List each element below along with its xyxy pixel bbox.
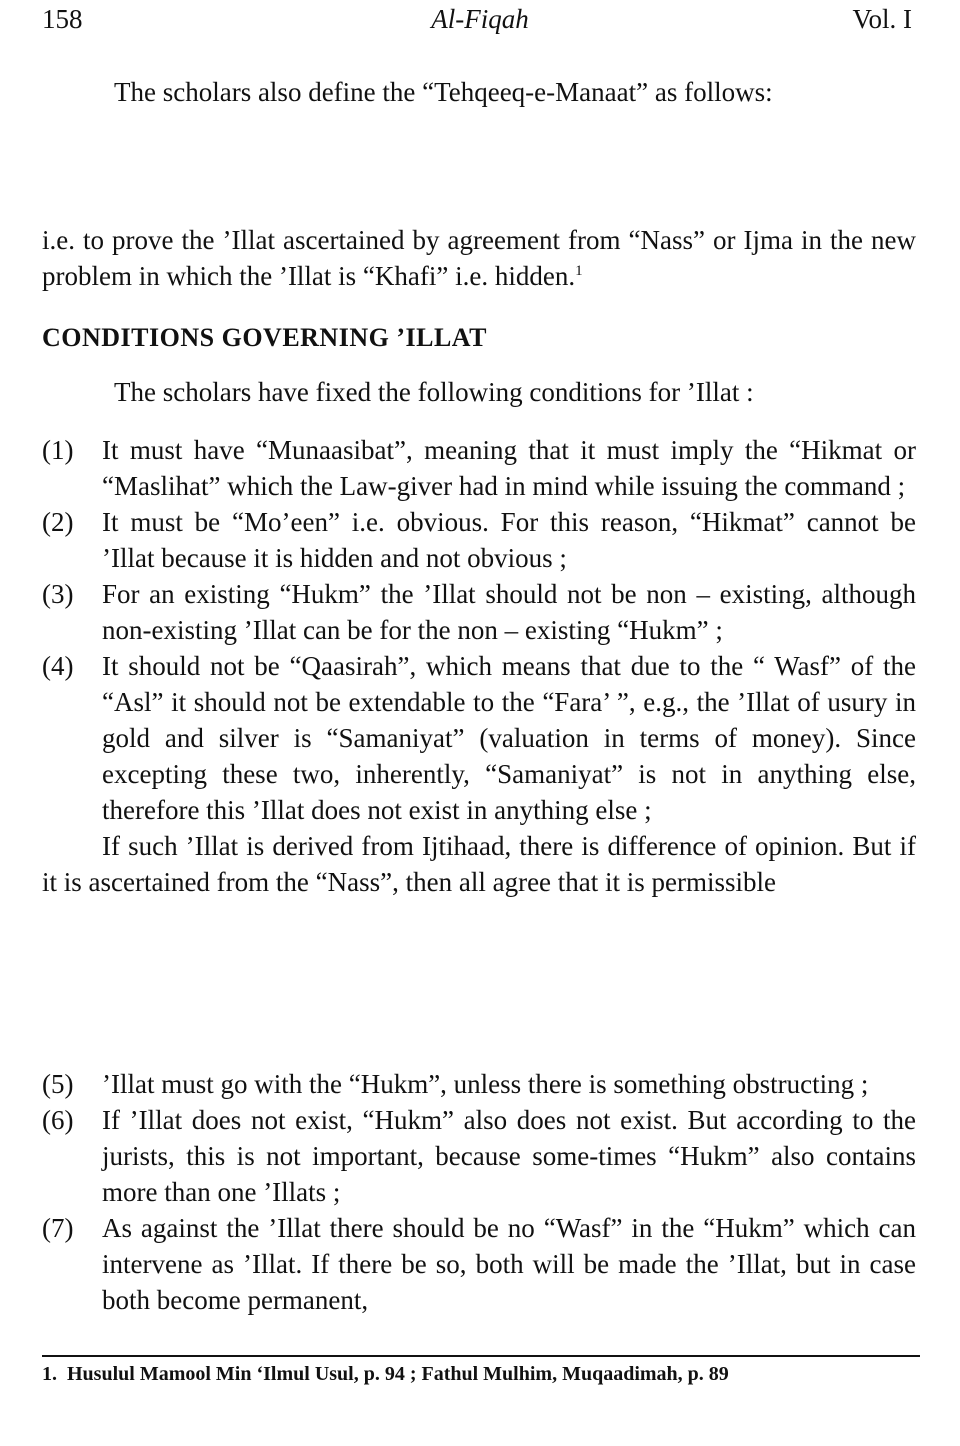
condition-number: (5) [42, 1069, 74, 1099]
condition-item [42, 1102, 916, 1210]
condition-number: (3) [42, 579, 74, 609]
footnote [42, 1361, 922, 1387]
condition-text: ’Illat must go with the “Hukm”, unless there is something obstructing ; [102, 1069, 869, 1099]
intro-sentence: The scholars also define the “Tehqeeq-e-Manaat” as follows: [114, 77, 773, 107]
condition-item [42, 1210, 916, 1318]
conditions-list [42, 432, 916, 900]
section-heading: CONDITIONS GOVERNING ’ILLAT [42, 323, 487, 352]
book-title: Al-Fiqah [431, 4, 529, 34]
condition-text: It should not be “Qaasirah”, which means that due to the “ Wasf” of the “Asl” it should not be extendable to the “Fara’ ”, e.g., the ’Illat of usury in gold and silver is “Samaniyat” (valuation in terms of money). Since excepting these two, inherently, “Samaniyat” is not in anything else, therefore this ’Illat does not exist in anything else ; [102, 651, 916, 825]
note-paragraph: If such ’Illat is derived from Ijtihaad, there is difference of opinion. But if it is ascertained from the “Nass”, then all agree that it is permissible [42, 831, 916, 897]
condition-text: It must be “Mo’een” i.e. obvious. For this reason, “Hikmat” cannot be ’Illat because it is hidden and not obvious ; [102, 507, 916, 573]
definition-text: i.e. to prove the ’Illat ascertained by agreement from “Nass” or Ijma in the new problem in which the ’Illat is “Khafi” i.e. hidden. [42, 225, 916, 291]
page-number: 158 [42, 4, 83, 34]
condition-item [42, 648, 916, 828]
footnote-divider [42, 1355, 920, 1357]
footnote-number: 1. [42, 1363, 57, 1385]
definition-paragraph [42, 222, 916, 294]
conditions-list-continued [42, 1066, 916, 1318]
volume-label: Vol. I [852, 4, 912, 34]
condition-number: (4) [42, 651, 74, 681]
lead-sentence: The scholars have fixed the following conditions for ’Illat : [114, 377, 754, 407]
running-header [42, 4, 918, 40]
condition-number: (7) [42, 1213, 74, 1243]
condition-item [42, 432, 916, 504]
condition-text: If ’Illat does not exist, “Hukm” also does not exist. But according to the jurists, this is not important, because some-times “Hukm” also contains more than one ’Illats ; [102, 1105, 916, 1207]
condition-item [42, 504, 916, 576]
condition-text: For an existing “Hukm” the ’Illat should not be non – existing, although non-existing ’Illat can be for the non – existing “Hukm” ; [102, 579, 916, 645]
condition-item [42, 1066, 916, 1102]
condition-item [42, 576, 916, 648]
condition-number: (2) [42, 507, 74, 537]
condition-number: (1) [42, 435, 74, 465]
footnote-text: Husulul Mamool Min ‘Ilmul Usul, p. 94 ; Fathul Mulhim, Muqaadimah, p. 89 [67, 1363, 729, 1385]
condition-text: As against the ’Illat there should be no “Wasf” in the “Hukm” which can intervene as ’Illat. If there be so, both will be made the ’Illat, but in case both become permanent, [102, 1213, 916, 1315]
condition-number: (6) [42, 1105, 74, 1135]
condition-text: It must have “Munaasibat”, meaning that it must imply the “Hikmat or “Maslihat” which the Law-giver had in mind while issuing the command ; [102, 435, 916, 501]
footnote-reference: 1 [575, 263, 583, 279]
